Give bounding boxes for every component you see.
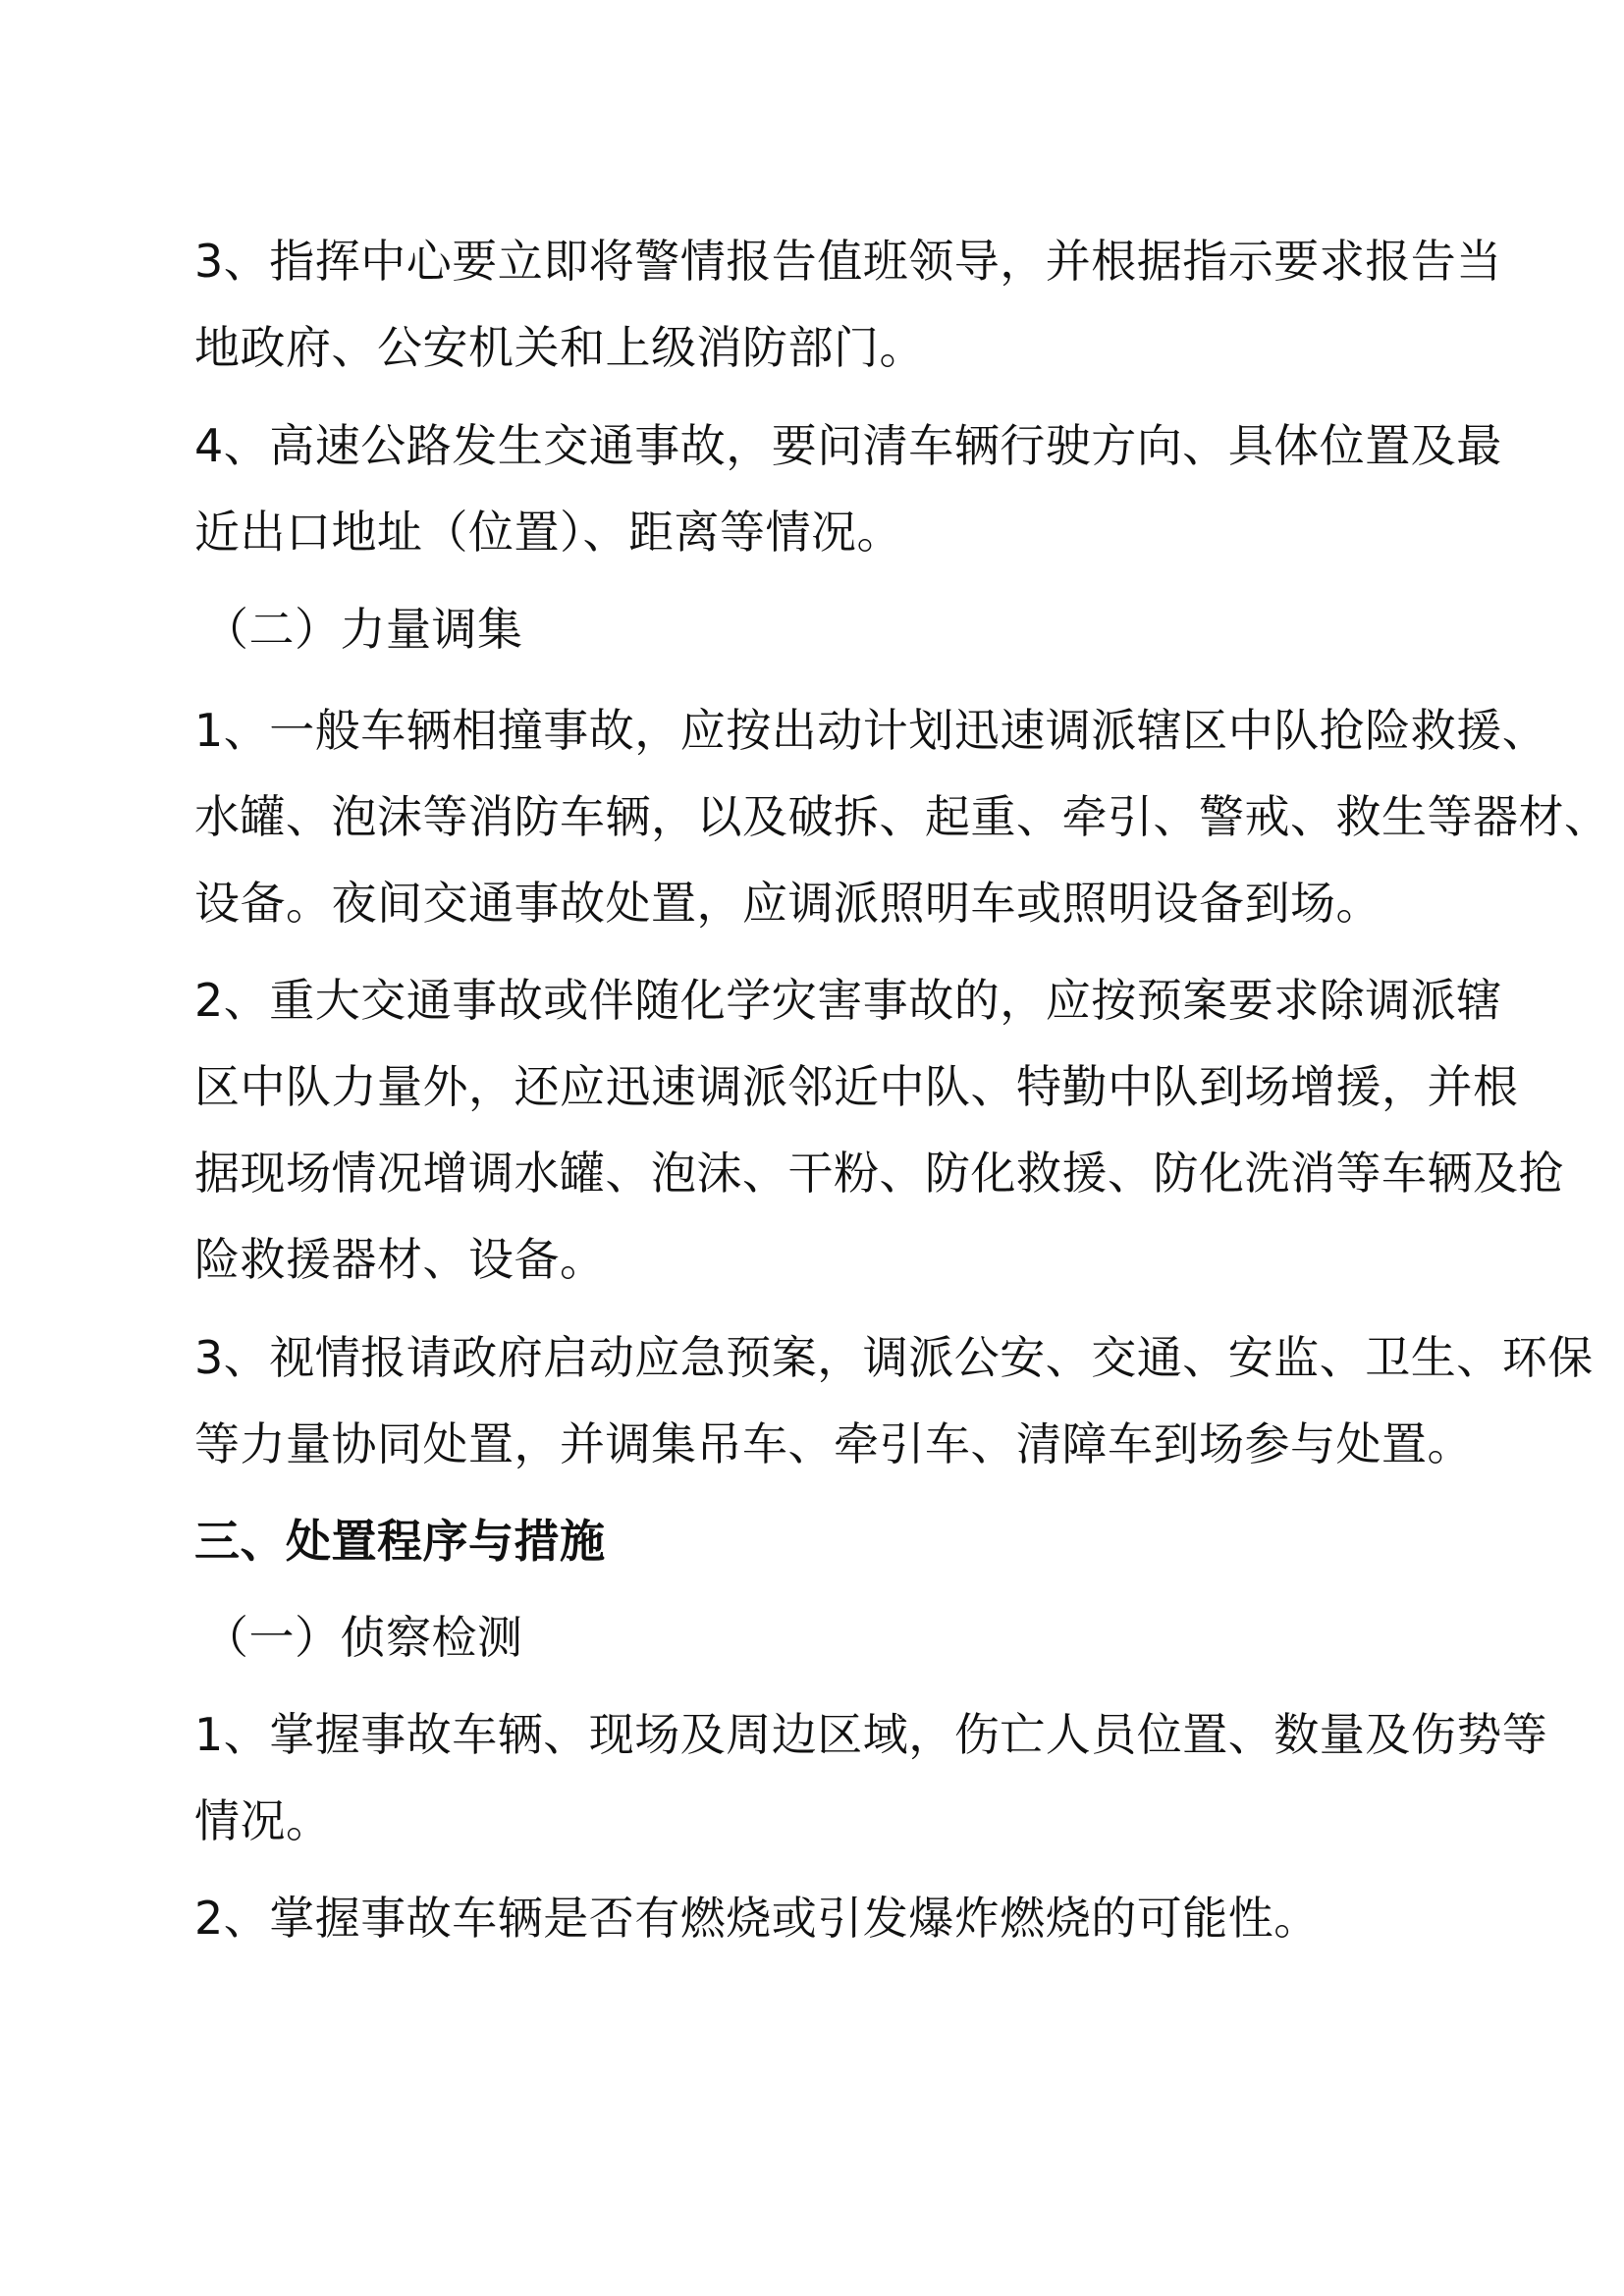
- paragraph-casualty-info: [194, 1691, 1548, 1864]
- text-line: （二）力量调集: [203, 603, 523, 656]
- text-line: 4、高速公路发生交通事故，要问清车辆行驶方向、具体位置及最: [194, 419, 1502, 472]
- text-line: 2、重大交通事故或伴随化学灾害事故的，应按预案要求除调派辖: [194, 974, 1502, 1027]
- text-line: 2、掌握事故车辆是否有燃烧或引发爆炸燃烧的可能性。: [194, 1892, 1320, 1945]
- paragraph-government-response: [194, 1314, 1594, 1487]
- section-heading-procedures: [194, 1498, 1471, 1584]
- subsection-title-force-mobilization: [203, 586, 1480, 672]
- text-line: 情况。: [194, 1794, 332, 1847]
- text-line: 近出口地址（位置）、距离等情况。: [194, 506, 902, 559]
- text-line: 区中队力量外，还应迅速调派邻近中队、特勤中队到场增援，并根: [194, 1060, 1519, 1113]
- text-line: 设备。夜间交通事故处置，应调派照明车或照明设备到场。: [194, 877, 1381, 930]
- text-line: （一）侦察检测: [203, 1611, 523, 1664]
- text-line: 险救援器材、设备。: [194, 1233, 606, 1286]
- text-line: 1、一般车辆相撞事故，应按出动计划迅速调派辖区中队抢险救援、: [194, 704, 1548, 757]
- text-line: 3、视情报请政府启动应急预案，调派公安、交通、安监、卫生、环保: [194, 1331, 1594, 1384]
- paragraph-fire-risk: [194, 1875, 1471, 1961]
- text-line: 据现场情况增调水罐、泡沫、干粉、防化救援、防化洗消等车辆及抢: [194, 1147, 1564, 1200]
- text-line: 3、指挥中心要立即将警情报告值班领导，并根据指示要求报告当: [194, 235, 1502, 288]
- text-line: 地政府、公安机关和上级消防部门。: [194, 321, 925, 374]
- subsection-title-reconnaissance: [203, 1594, 1480, 1681]
- text-line: 1、掌握事故车辆、现场及周边区域，伤亡人员位置、数量及伤势等: [194, 1708, 1548, 1761]
- text-line: 水罐、泡沫等消防车辆，以及破拆、起重、牵引、警戒、救生等器材、: [194, 790, 1610, 843]
- paragraph-general-collision: [194, 687, 1610, 946]
- paragraph-highway-accident: [194, 402, 1502, 575]
- paragraph-major-accident: [194, 957, 1564, 1303]
- paragraph-command-center-report: [194, 218, 1502, 391]
- text-line: 三、处置程序与措施: [194, 1515, 606, 1568]
- text-line: 等力量协同处置，并调集吊车、牵引车、清障车到场参与处置。: [194, 1417, 1473, 1470]
